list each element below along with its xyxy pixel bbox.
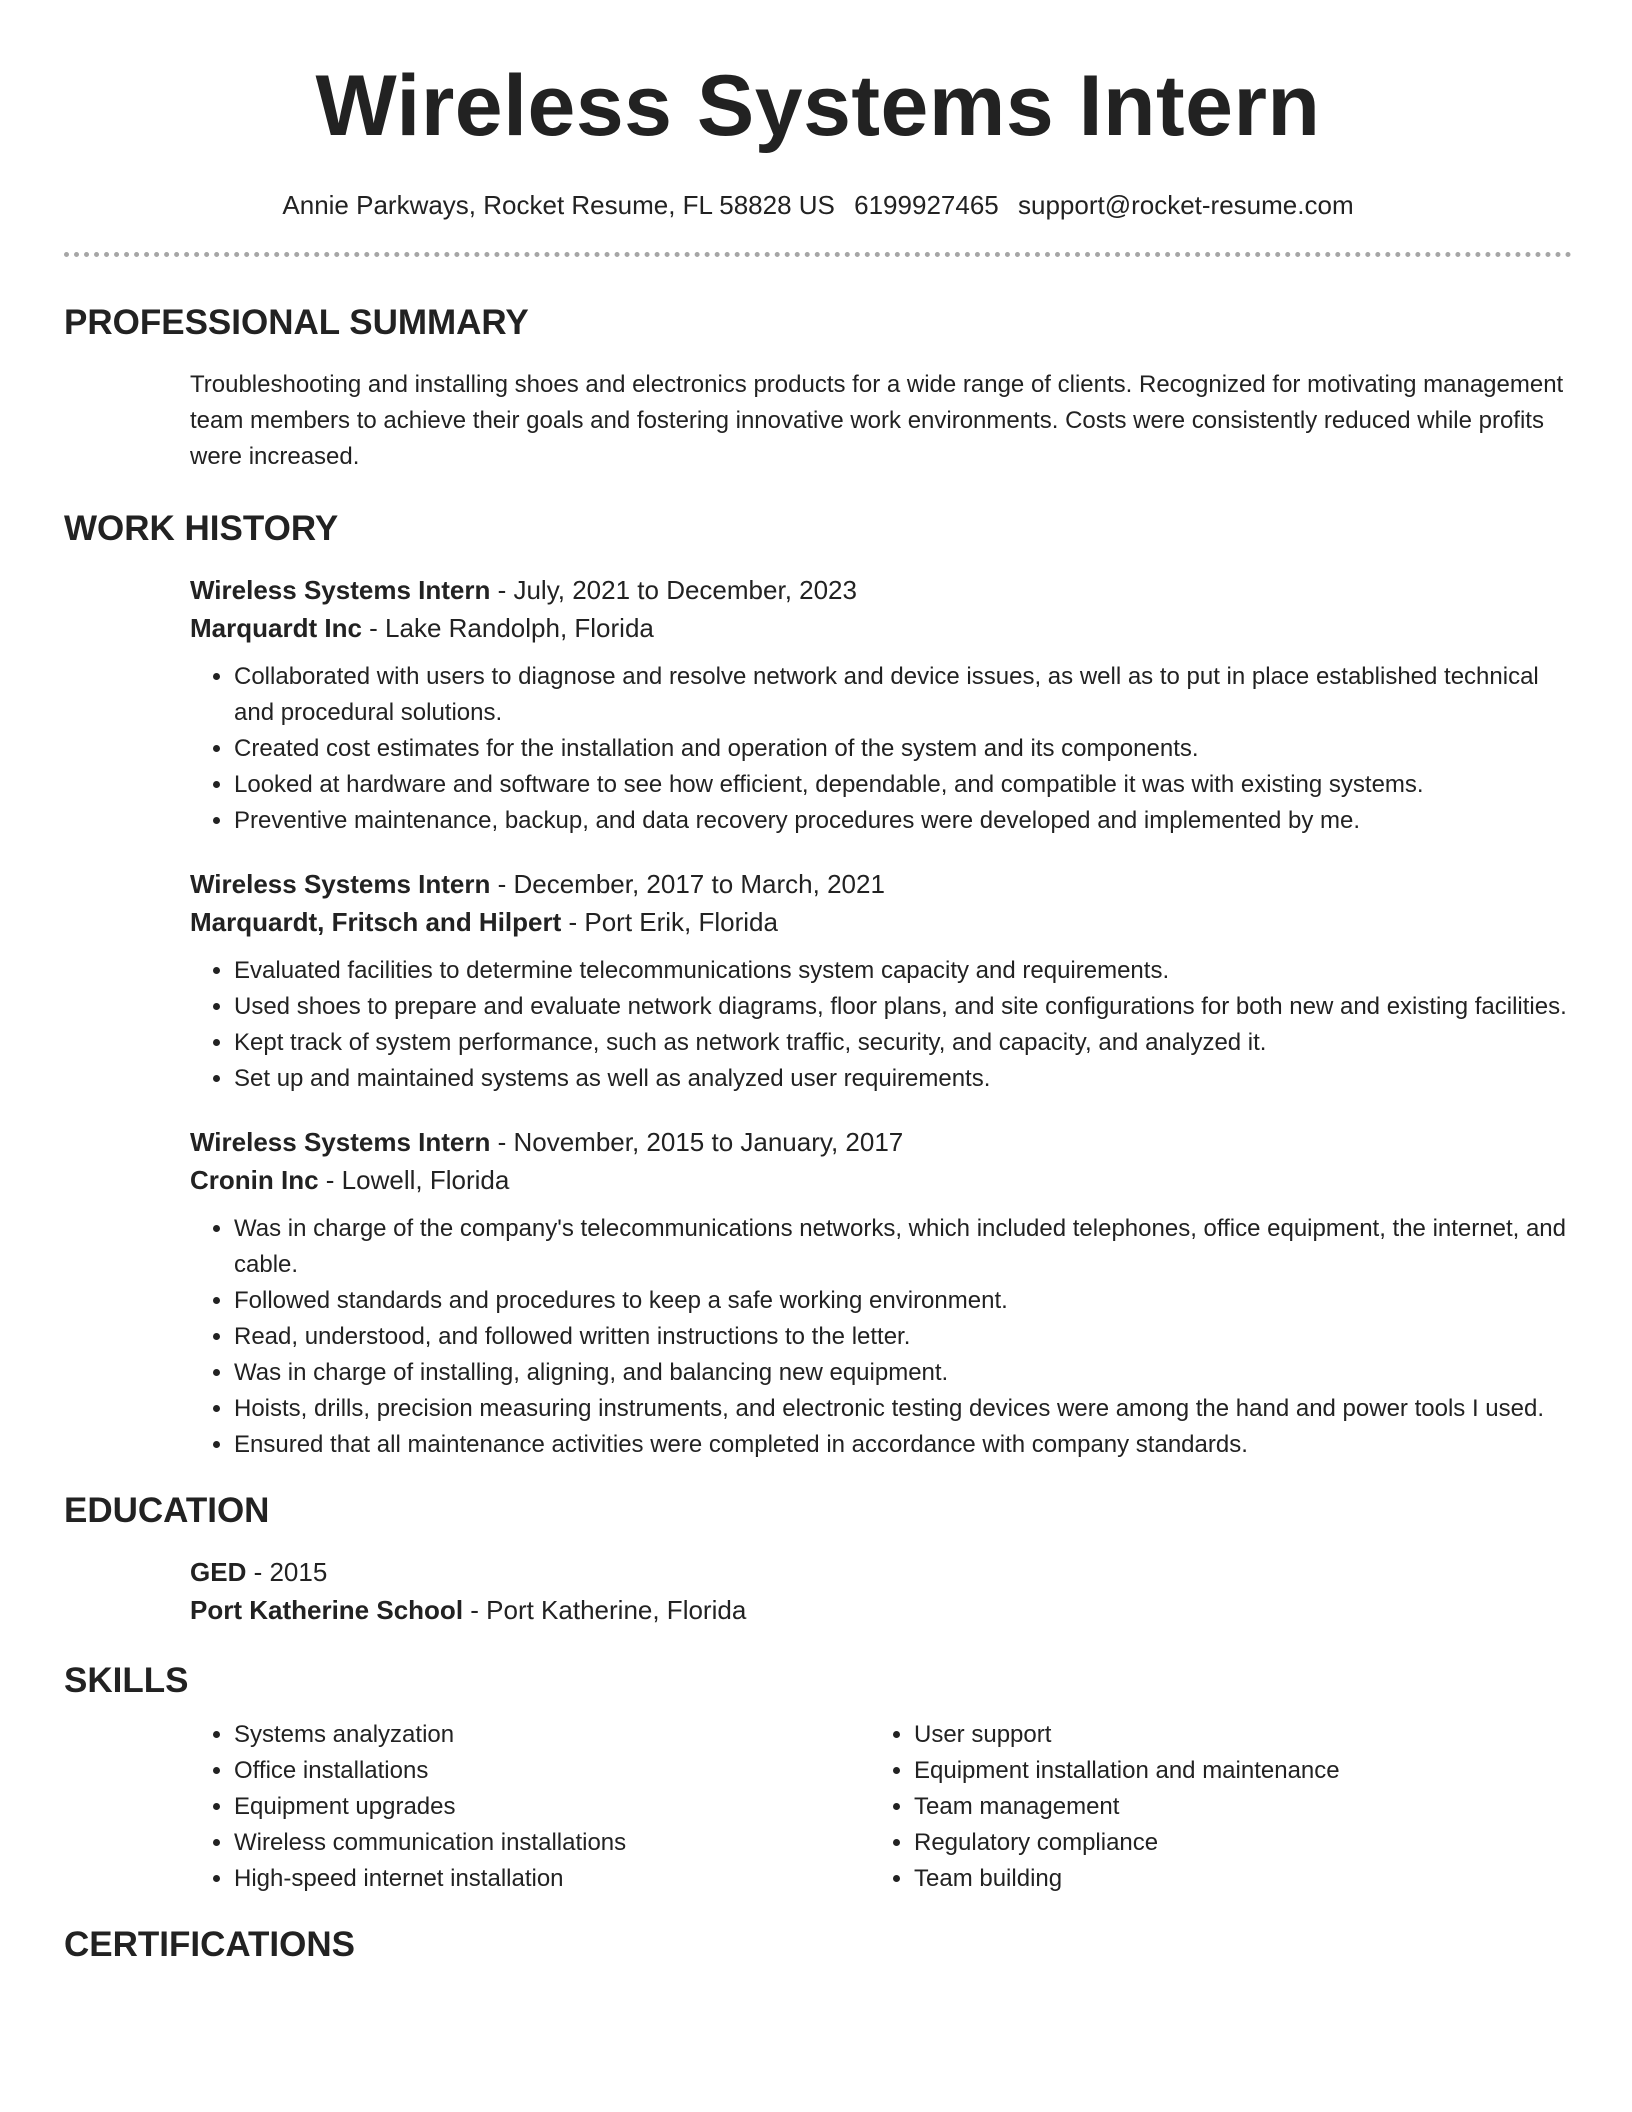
skills-column-left <box>190 1717 870 1897</box>
job-company: Cronin Inc <box>190 1165 319 1195</box>
job-entry <box>190 571 1572 839</box>
summary-text: Troubleshooting and installing shoes and electronics products for a wide range of clients. Recognized for motivating management team members to achieve their goals and fostering innovative work environments. Costs were consistently reduced while profits were increased. <box>190 371 1564 470</box>
education-school-line <box>190 1591 1572 1629</box>
job-bullets <box>190 953 1574 1097</box>
job-dates: - July, 2021 to December, 2023 <box>490 575 857 605</box>
job-location: - Lake Randolph, Florida <box>361 613 654 643</box>
job-company-line <box>190 903 1572 941</box>
list-item: • Systems analyzation <box>234 1717 874 1753</box>
job-company: Marquardt Inc <box>190 613 362 643</box>
education-degree: GED <box>190 1557 247 1587</box>
education-section <box>64 1489 1572 1629</box>
list-item: • Wireless communication installations <box>234 1825 874 1861</box>
job-entry <box>190 1123 1572 1463</box>
job-location: - Lowell, Florida <box>318 1165 510 1195</box>
list-item: • Followed standards and procedures to keep a safe working environment. <box>234 1283 1574 1319</box>
job-dates: - December, 2017 to March, 2021 <box>490 869 885 899</box>
job-title-line <box>190 1123 1572 1161</box>
list-item: • Preventive maintenance, backup, and data recovery procedures were developed and implemented by me. <box>234 803 1574 839</box>
list-item: • Regulatory compliance <box>914 1825 1554 1861</box>
resume-name: Wireless Systems Intern <box>315 58 1321 154</box>
contact-line <box>64 188 1572 222</box>
education-entry <box>190 1553 1572 1629</box>
list-item: • Ensured that all maintenance activities were completed in accordance with company standards. <box>234 1427 1574 1463</box>
job-company-line <box>190 1161 1572 1199</box>
education-school: Port Katherine School <box>190 1595 464 1625</box>
skills-grid <box>190 1717 1572 1897</box>
skills-section <box>64 1659 1572 1897</box>
list-item: • Set up and maintained systems as well as analyzed user requirements. <box>234 1061 1574 1097</box>
list-item: • Used shoes to prepare and evaluate network diagrams, floor plans, and site configurations for both new and existing facilities. <box>234 989 1574 1025</box>
list-item: • Team building <box>914 1861 1554 1897</box>
skills-column-right <box>870 1717 1550 1897</box>
job-location: - Port Erik, Florida <box>561 907 778 937</box>
list-item: • Kept track of system performance, such as network traffic, security, and capacity, and analyzed it. <box>234 1025 1574 1061</box>
job-company-line <box>190 609 1572 647</box>
skills-list-right <box>870 1717 1554 1897</box>
list-item: • Created cost estimates for the installation and operation of the system and its components. <box>234 731 1574 767</box>
skills-list-left <box>190 1717 874 1897</box>
list-item: • Hoists, drills, precision measuring instruments, and electronic testing devices were among the hand and power tools I used. <box>234 1391 1574 1427</box>
job-company: Marquardt, Fritsch and Hilpert <box>190 907 562 937</box>
list-item: • Equipment installation and maintenance <box>914 1753 1554 1789</box>
job-bullets <box>190 659 1574 839</box>
job-entry <box>190 865 1572 1097</box>
job-bullets <box>190 1211 1574 1463</box>
certifications-heading: CERTIFICATIONS <box>64 1925 356 1964</box>
work-history-heading: WORK HISTORY <box>64 509 339 548</box>
education-degree-line <box>190 1553 1572 1591</box>
job-title: Wireless Systems Intern <box>190 575 491 605</box>
work-history-section <box>64 507 1572 1463</box>
list-item: • User support <box>914 1717 1554 1753</box>
certifications-section <box>64 1923 1572 1967</box>
list-item: • High-speed internet installation <box>234 1861 874 1897</box>
resume-page <box>64 0 1572 1967</box>
contact-email: support@rocket-resume.com <box>1017 190 1354 220</box>
list-item: • Equipment upgrades <box>234 1789 874 1825</box>
list-item: • Evaluated facilities to determine telecommunications system capacity and requirements. <box>234 953 1574 989</box>
summary-section <box>64 301 1572 475</box>
job-title: Wireless Systems Intern <box>190 1127 491 1157</box>
header-divider <box>64 252 1572 257</box>
job-title-line <box>190 865 1572 903</box>
list-item: • Was in charge of the company's telecommunications networks, which included telephones, office equipment, the internet, and cable. <box>234 1211 1574 1283</box>
list-item: • Team management <box>914 1789 1554 1825</box>
education-year: - 2015 <box>246 1557 328 1587</box>
education-heading: EDUCATION <box>64 1491 270 1530</box>
contact-phone: 6199927465 <box>854 190 999 220</box>
list-item: • Office installations <box>234 1753 874 1789</box>
list-item: • Looked at hardware and software to see how efficient, dependable, and compatible it was with existing systems. <box>234 767 1574 803</box>
list-item: • Was in charge of installing, aligning, and balancing new equipment. <box>234 1355 1574 1391</box>
skills-heading: SKILLS <box>64 1661 189 1700</box>
contact-address: Annie Parkways, Rocket Resume, FL 58828 US <box>282 190 835 220</box>
list-item: • Read, understood, and followed written instructions to the letter. <box>234 1319 1574 1355</box>
education-location: - Port Katherine, Florida <box>463 1595 747 1625</box>
job-title: Wireless Systems Intern <box>190 869 491 899</box>
job-dates: - November, 2015 to January, 2017 <box>490 1127 904 1157</box>
list-item: • Collaborated with users to diagnose and resolve network and device issues, as well as to put in place established technical and procedural solutions. <box>234 659 1574 731</box>
summary-heading: PROFESSIONAL SUMMARY <box>64 303 529 342</box>
job-title-line <box>190 571 1572 609</box>
